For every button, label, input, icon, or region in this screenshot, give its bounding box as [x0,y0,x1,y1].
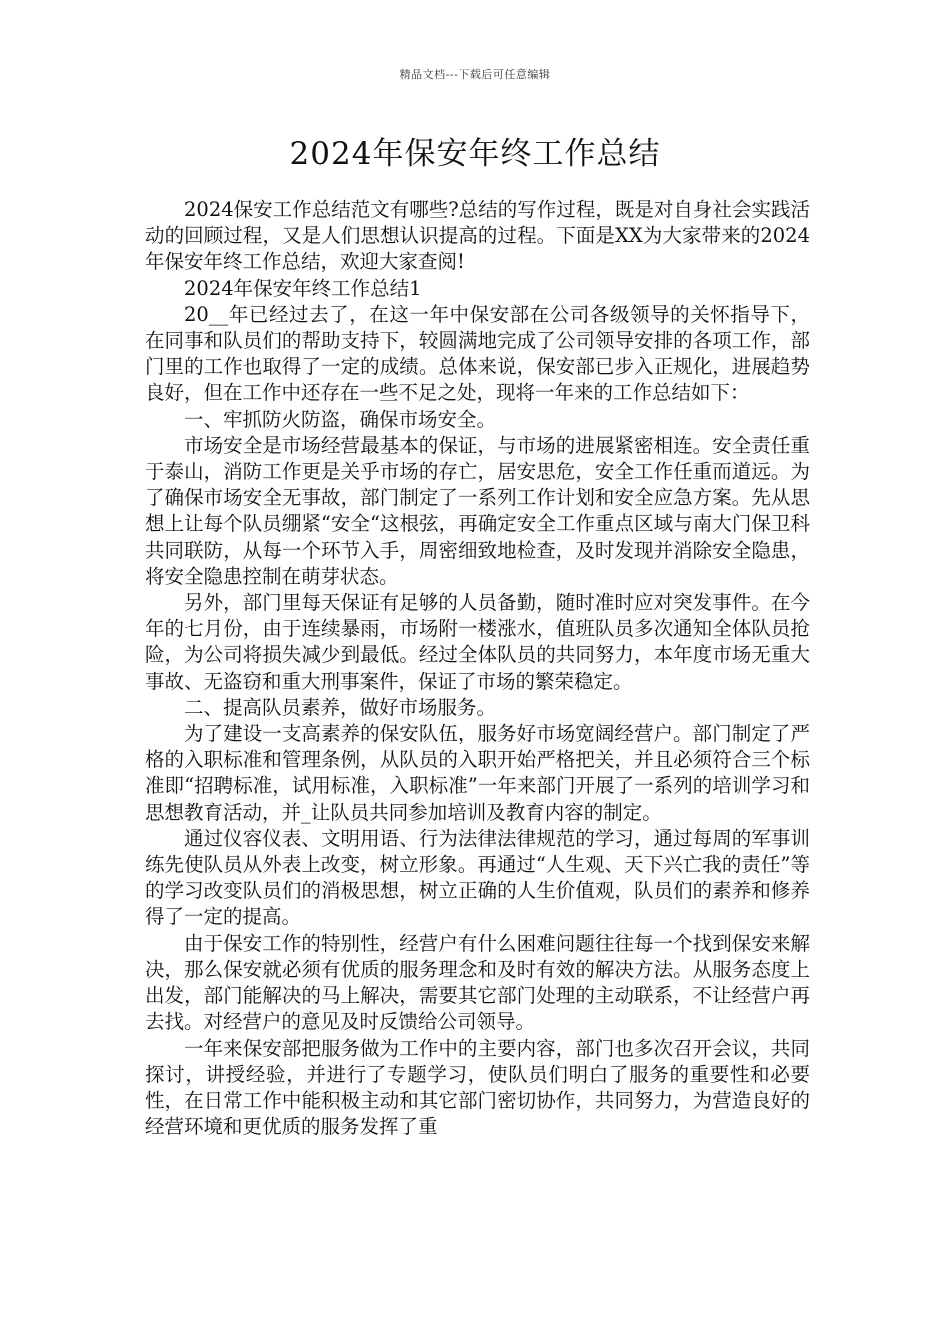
section-heading-summary-1: 2024年保安年终工作总结1 [184,276,422,300]
section-heading-quality-service: 二、提高队员素养，做好市场服务。 [184,695,497,719]
paragraph-intro: 2024保安工作总结范文有哪些?总结的写作过程，既是对自身社会实践活动的回顾过程，又是人们思想认识提高的过程。下面是XX为大家带来的2024年保安年终工作总结，欢迎大家查阅! [145,198,810,274]
paragraph-recruitment: 为了建设一支高素养的保安队伍，服务好市场宽阔经营户。部门制定了严格的入职标准和管理条例，从队员的入职开始严格把关，并且必须符合三个标准即“招聘标准，试用标准，入职标准”一年来部门开展了一系列的培训学习和思想教育活动，并_让队员共同参加培训及教育内容的制定。 [145,722,810,824]
paragraph-service-approach: 由于保安工作的特别性，经营户有什么困难问题往往每一个找到保安来解决，那么保安就必须有优质的服务理念和及时有效的解决方法。从服务态度上出发，部门能解决的马上解决，需要其它部门处理的主动联系，不让经营户再去找。对经营户的意见及时反馈给公司领导。 [145,931,810,1034]
paragraph-market-safety: 市场安全是市场经营最基本的保证，与市场的进展紧密相连。安全责任重于泰山，消防工作更是关乎市场的存亡，居安思危，安全工作任重而道远。为了确保市场安全无事故，部门制定了一系列工作计划和安全应急方案。先从思想上让每个队员绷紧“安全“这根弦，再确定安全工作重点区域与南大门保卫科共同联防，从每一个环节入手，周密细致地检查，及时发现并消除安全隐患，将安全隐患控制在萌芽状态。 [145,433,810,588]
paragraph-overview: 20__年已经过去了，在这一年中保安部在公司各级领导的关怀指导下，在同事和队员们的帮助支持下，较圆满地完成了公司领导安排的各项工作，部门里的工作也取得了一定的成绩。总体来说，保安部已步入正规化，进展趋势良好，但在工作中还存在一些不足之处，现将一年来的工作总结如下： [145,302,810,405]
paragraph-service-focus: 一年来保安部把服务做为工作中的主要内容，部门也多次召开会议，共同探讨，讲授经验，并进行了专题学习，使队员们明白了服务的重要性和必要性，在日常工作中能积极主动和其它部门密切协作，共同努力，为营造良好的经营环境和更优质的服务发挥了重 [145,1036,810,1139]
paragraph-emergency: 另外，部门里每天保证有足够的人员备勤，随时准时应对突发事件。在今年的七月份，由于连续暴雨，市场附一楼涨水，值班队员多次通知全体队员抢险，为公司将损失减少到最低。经过全体队员的共同努力，本年度市场无重大事故、无盗窃和重大刑事案件，保证了市场的繁荣稳定。 [145,591,810,693]
document-body [145,197,810,1140]
document-title: 2024年保安年终工作总结 [289,136,661,172]
section-heading-fire-theft: 一、牢抓防火防盗，确保市场安全。 [184,407,497,431]
paragraph-training: 通过仪容仪表、文明用语、行为法律法律规范的学习，通过每周的军事训练先使队员从外表上改变，树立形象。再通过“人生观、天下兴亡我的责任”等的学习改变队员们的消极思想，树立正确的人生价值观，队员们的素养和修养得了一定的提高。 [145,826,810,929]
header-note: 精品文档---下载后可任意编辑 [399,68,551,81]
